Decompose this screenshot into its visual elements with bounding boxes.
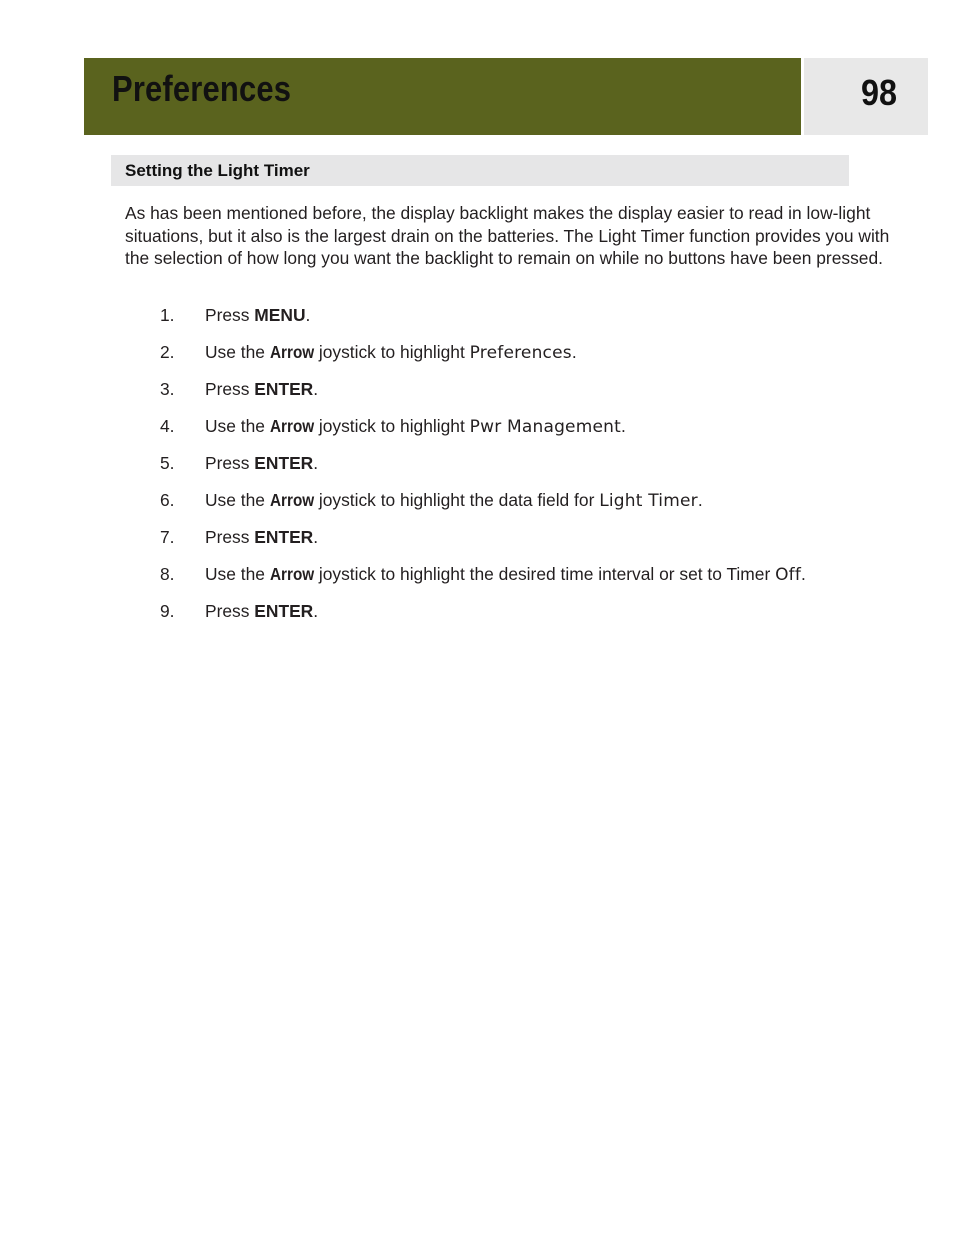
step-text: Press ENTER.: [205, 379, 319, 399]
section-title: Setting the Light Timer: [125, 161, 310, 180]
step-item: [0, 453, 954, 477]
step-text: Use the Arrow joystick to highlight the desired time interval or set to Timer Off.: [205, 564, 806, 585]
step-number: 1.: [160, 305, 175, 325]
step-number: 2.: [160, 342, 175, 362]
key-label: MENU: [254, 305, 306, 325]
step-text: Press ENTER.: [205, 527, 319, 547]
key-label: ENTER: [254, 527, 314, 547]
step-item: [0, 490, 954, 514]
step-number: 6.: [160, 490, 175, 510]
step-text: Use the Arrow joystick to highlight Pwr Management.: [205, 416, 626, 437]
step-item: [0, 564, 954, 588]
key-label: ENTER: [254, 601, 314, 621]
screen-text: Preferences: [469, 343, 572, 363]
page-number: 98: [860, 72, 897, 113]
step-item: [0, 342, 954, 366]
intro-paragraph: As has been mentioned before, the display backlight makes the display easier to read in low-light situations, but it also is the largest drain on the batteries. The Light Timer function provides you with the selection of how long you want the backlight to remain on while no buttons have been pressed.: [125, 203, 890, 268]
step-item: [0, 379, 954, 403]
key-label: ENTER: [254, 379, 314, 399]
step-text: Press ENTER.: [205, 453, 319, 473]
page-title: Preferences: [112, 68, 292, 109]
screen-text: Off: [775, 565, 802, 585]
step-item: [0, 416, 954, 440]
step-number: 3.: [160, 379, 175, 399]
key-label: Arrow: [269, 342, 314, 362]
step-text: Use the Arrow joystick to highlight Preferences.: [205, 342, 577, 363]
step-text: Press MENU.: [205, 305, 311, 325]
key-label: ENTER: [254, 453, 314, 473]
step-item: [0, 527, 954, 551]
step-number: 9.: [160, 601, 175, 621]
screen-text: Pwr Management: [469, 417, 621, 437]
step-number: 5.: [160, 453, 175, 473]
step-number: 8.: [160, 564, 175, 584]
step-text: Press ENTER.: [205, 601, 319, 621]
step-item: [0, 305, 954, 329]
step-number: 4.: [160, 416, 175, 436]
step-text: Use the Arrow joystick to highlight the data field for Light Timer.: [205, 490, 703, 511]
key-label: Arrow: [269, 490, 314, 510]
step-item: [0, 601, 954, 625]
step-number: 7.: [160, 527, 175, 547]
key-label: Arrow: [269, 416, 314, 436]
section-heading-bar: [111, 155, 849, 186]
key-label: Arrow: [269, 564, 314, 584]
header-band: [84, 58, 801, 135]
screen-text: Light Timer: [599, 491, 698, 511]
page-number-box: [804, 58, 928, 135]
